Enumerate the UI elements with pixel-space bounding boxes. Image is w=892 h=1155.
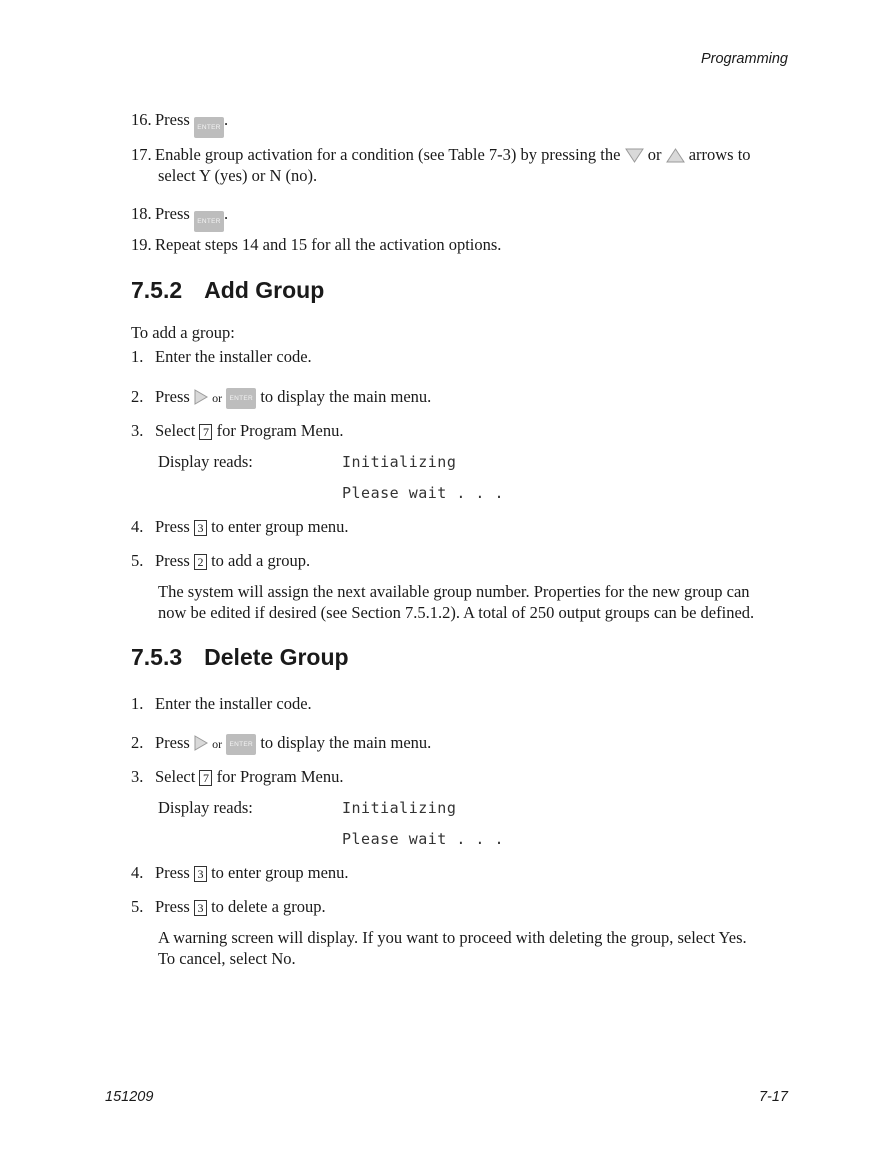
delete-group-note-line-2: To cancel, select No. — [158, 949, 296, 968]
section-heading-delete-group: 7.5.3 Delete Group — [131, 644, 349, 670]
display-line-2: Please wait . . . — [342, 484, 505, 502]
add-group-note-line-1: The system will assign the next available group number. Properties for the new group can — [158, 582, 750, 601]
delete-group-step-3: 3. Select 7 for Program Menu. — [131, 767, 344, 786]
enter-key-icon: ENTER — [194, 211, 224, 232]
right-arrow-icon — [194, 735, 208, 751]
step-17: 17. Enable group activation for a condition (see Table 7-3) by pressing the or arrows to — [131, 145, 751, 164]
key-7: 7 — [199, 424, 212, 440]
footer-page-number: 7-17 — [758, 1089, 788, 1105]
add-group-step-4: 4. Press 3 to enter group menu. — [131, 517, 349, 536]
section-heading-add-group: 7.5.2 Add Group — [131, 277, 325, 303]
key-2: 2 — [194, 554, 207, 570]
enter-key-icon: ENTER — [226, 388, 256, 409]
delete-group-step-2: 2. Press or ENTER to display the main menu. — [131, 733, 431, 755]
display-line-1: Initializing — [342, 799, 457, 817]
add-group-step-3: 3. Select 7 for Program Menu. — [131, 421, 344, 440]
up-arrow-icon — [666, 148, 685, 163]
step-19: 19. Repeat steps 14 and 15 for all the activation options. — [131, 235, 502, 254]
add-group-note-line-2: now be edited if desired (see Section 7.5.1.2). A total of 250 output groups can be defined. — [158, 603, 755, 622]
add-group-step-2: 2. Press or ENTER to display the main menu. — [131, 387, 431, 409]
display-reads-label: Display reads: — [158, 798, 253, 817]
footer-doc-number: 151209 — [105, 1089, 154, 1105]
delete-group-note-line-1: A warning screen will display. If you want to proceed with deleting the group, select Yes. — [158, 928, 747, 947]
add-group-step-1: 1. Enter the installer code. — [131, 347, 312, 366]
key-3: 3 — [194, 520, 207, 536]
step-17-line-2: select Y (yes) or N (no). — [158, 166, 318, 185]
display-reads-label: Display reads: — [158, 452, 253, 471]
delete-group-step-5: 5. Press 3 to delete a group. — [131, 897, 326, 916]
enter-key-icon: ENTER — [226, 734, 256, 755]
add-group-step-5: 5. Press 2 to add a group. — [131, 551, 311, 570]
enter-key-icon: ENTER — [194, 117, 224, 138]
key-7: 7 — [199, 770, 212, 786]
delete-group-step-4: 4. Press 3 to enter group menu. — [131, 863, 349, 882]
display-line-1: Initializing — [342, 453, 457, 471]
step-18: 18. Press ENTER . — [131, 204, 228, 232]
add-group-intro: To add a group: — [131, 323, 235, 342]
down-arrow-icon — [625, 148, 644, 163]
key-3: 3 — [194, 866, 207, 882]
step-16: 16. Press ENTER . — [131, 110, 228, 138]
delete-group-step-1: 1. Enter the installer code. — [131, 694, 312, 713]
display-line-2: Please wait . . . — [342, 830, 505, 848]
right-arrow-icon — [194, 389, 208, 405]
key-3: 3 — [194, 900, 207, 916]
running-header: Programming — [700, 51, 788, 67]
